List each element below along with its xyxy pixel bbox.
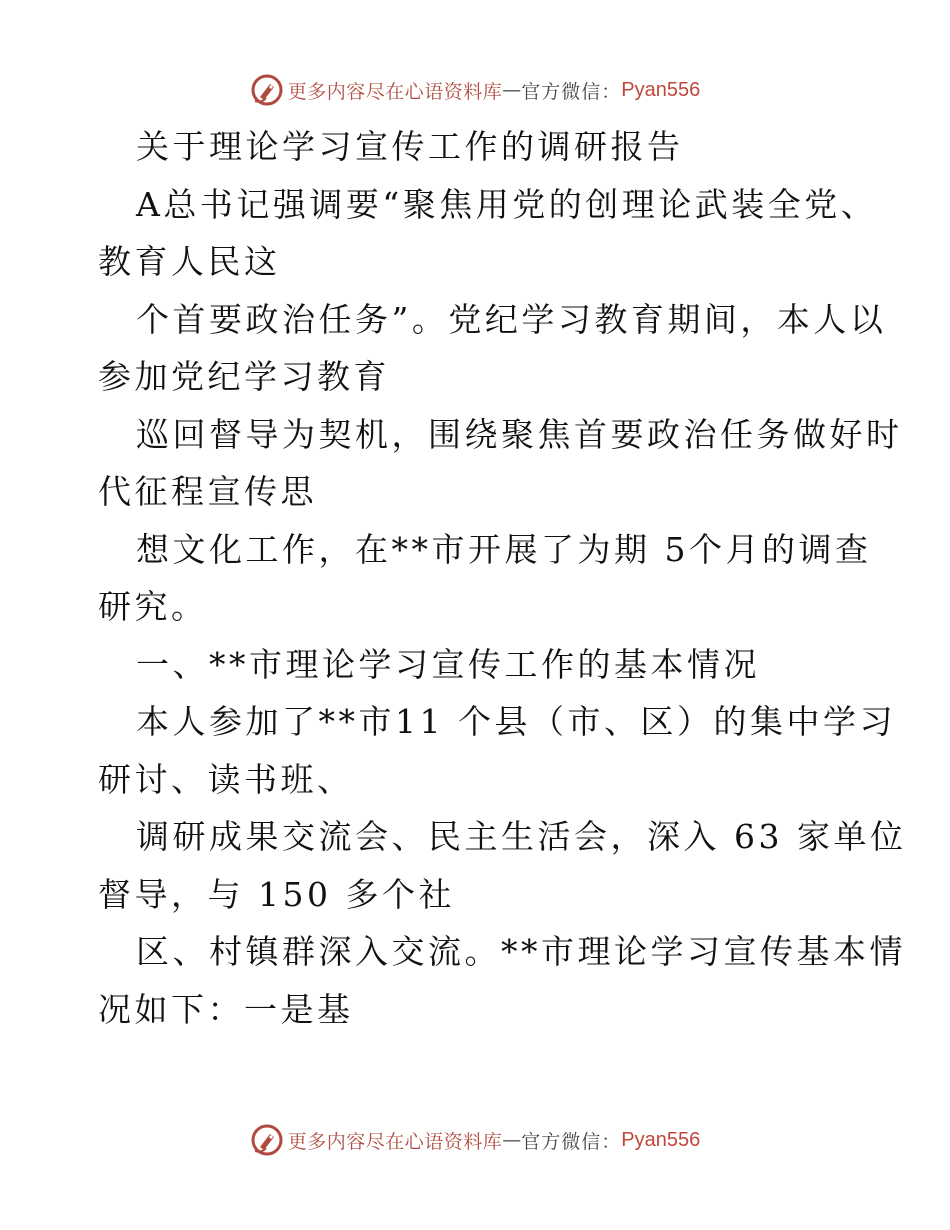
document-line: 况如下：一是基 <box>98 989 354 1029</box>
document-line: 督导，与 150 多个社 <box>98 874 455 914</box>
pen-logo-icon <box>250 1123 284 1157</box>
watermark-wechat-id: Pyan556 <box>621 78 701 101</box>
footer-watermark <box>0 1120 950 1160</box>
watermark-site-text: 更多内容尽在心语资料库 <box>287 1130 503 1153</box>
watermark-wechat-label: 官方微信： <box>521 80 622 103</box>
document-line: 一、**市理论学习宣传工作的基本情况 <box>136 644 760 684</box>
watermark-dash: — <box>502 1129 522 1151</box>
document-title: 关于理论学习宣传工作的调研报告 <box>136 127 684 166</box>
header-watermark <box>0 70 950 110</box>
document-line: 区、村镇群深入交流。**市理论学习宣传基本情 <box>136 932 906 971</box>
document-line: 个首要政治任务”。党纪学习教育期间，本人以 <box>136 299 887 339</box>
pen-logo-icon <box>250 73 284 107</box>
document-line: 本人参加了**市11 个县（市、区）的集中学习 <box>136 702 896 741</box>
document-line: 想文化工作，在**市开展了为期 5个月的调查 <box>136 529 872 569</box>
document-line: 教育人民这 <box>98 242 281 281</box>
document-line: 调研成果交流会、民主生活会，深入 63 家单位 <box>136 817 907 856</box>
watermark-site-text: 更多内容尽在心语资料库 <box>287 80 503 103</box>
document-line: 参加党纪学习教育 <box>98 357 390 396</box>
document-line: 巡回督导为契机，围绕聚焦首要政治任务做好时 <box>136 414 903 454</box>
watermark-wechat-label: 官方微信： <box>521 1130 622 1153</box>
document-line: 研讨、读书班、 <box>98 759 354 799</box>
document-line: 代征程宣传思 <box>98 472 317 511</box>
document-line: 研究。 <box>98 587 208 626</box>
document-body <box>98 118 907 1038</box>
watermark-wechat-id: Pyan556 <box>621 1128 701 1151</box>
watermark-dash: — <box>502 79 522 101</box>
document-line: A总书记强调要“聚焦用党的创理论武装全党、 <box>136 184 878 224</box>
